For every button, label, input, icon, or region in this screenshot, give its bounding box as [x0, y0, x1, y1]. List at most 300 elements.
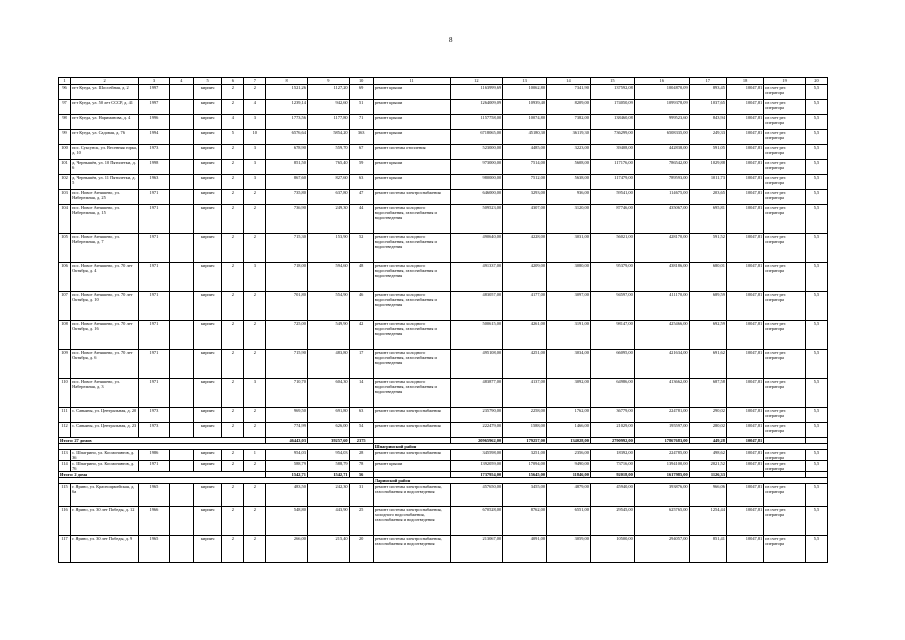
- table-cell: 66095,00: [590, 350, 634, 379]
- table-cell: 10047,81: [726, 130, 763, 145]
- table-cell: 96: [59, 85, 71, 100]
- table-cell: 765,40: [307, 160, 349, 175]
- table-cell: 213067,00: [450, 536, 503, 563]
- table-cell: 10047,81: [726, 175, 763, 190]
- table-cell: 691,62: [689, 350, 726, 379]
- table-cell: 1998: [139, 160, 170, 175]
- register-table: [58, 77, 828, 563]
- table-cell: 3: [244, 145, 266, 160]
- table-cell: 48: [349, 263, 373, 292]
- table-cell: [169, 507, 193, 536]
- table-cell: 1029,88: [689, 160, 726, 175]
- table-cell: 2: [244, 507, 266, 536]
- table-cell: 893,45: [689, 85, 726, 100]
- table-row: [59, 175, 828, 190]
- table-cell: [169, 115, 193, 130]
- table-cell: 101: [59, 160, 71, 175]
- table-cell: [169, 450, 193, 461]
- table-cell: 10047,81: [726, 536, 763, 563]
- header-cell: 16: [634, 78, 689, 85]
- table-cell: 4177,00: [503, 292, 547, 321]
- table-cell: 5,5: [805, 190, 827, 205]
- table-cell: 851,50: [266, 160, 308, 175]
- total-cell: 1542,71: [307, 472, 349, 478]
- table-cell: 5,5: [805, 205, 827, 234]
- table-cell: 100: [59, 145, 71, 160]
- table-cell: 87746,00: [590, 205, 634, 234]
- header-cell: 17: [689, 78, 726, 85]
- table-cell: кирпич: [193, 115, 222, 130]
- table-cell: 500615,00: [450, 321, 503, 350]
- table-cell: 20: [349, 536, 373, 563]
- table-cell: 588,79: [307, 461, 349, 472]
- table-cell: 1521,26: [266, 85, 308, 100]
- table-cell: 2: [222, 484, 244, 507]
- table-cell: 5,5: [805, 234, 827, 263]
- table-cell: 5854,20: [307, 130, 349, 145]
- table-cell: пос. Новое Атняшево, ул. 70 лет Октября, д. 10: [71, 292, 139, 321]
- total-label: Итого: 27 домов: [59, 438, 266, 444]
- table-cell: [169, 536, 193, 563]
- table-cell: с. Савьяны, ул. Центральная, д. 23: [71, 423, 139, 438]
- table-cell: 10047,81: [726, 461, 763, 472]
- table-cell: 435067,00: [634, 205, 689, 234]
- table-cell: 242,30: [307, 484, 349, 507]
- table-cell: 5,5: [805, 175, 827, 190]
- table-cell: 4228,00: [503, 234, 547, 263]
- table-cell: из счет рег. оператора: [764, 85, 806, 100]
- table-cell: [169, 484, 193, 507]
- table-cell: 235790,00: [450, 408, 503, 423]
- table-cell: 3223,00: [547, 145, 591, 160]
- table-cell: 942,60: [307, 100, 349, 115]
- table-cell: 10939,40: [503, 100, 547, 115]
- table-cell: 5,5: [805, 100, 827, 115]
- table-cell: 10047,81: [726, 160, 763, 175]
- table-cell: 4879,00: [547, 484, 591, 507]
- table-cell: 215,40: [307, 536, 349, 563]
- table-cell: 21029,00: [590, 423, 634, 438]
- table-cell: 1971: [139, 263, 170, 292]
- table-cell: 1963: [139, 175, 170, 190]
- table-cell: [169, 190, 193, 205]
- table-cell: кирпич: [193, 461, 222, 472]
- table-cell: [169, 321, 193, 350]
- table-cell: 10047,81: [726, 190, 763, 205]
- table-cell: ремонт системы электроснабжения, холодного водоснабжения, газоснабжения и водоотведения: [373, 507, 450, 536]
- table-cell: кирпич: [193, 484, 222, 507]
- table-cell: 2: [244, 205, 266, 234]
- table-cell: 42: [349, 321, 373, 350]
- table-cell: ремонт системы электроснабжения: [373, 450, 450, 461]
- table-cell: кирпич: [193, 423, 222, 438]
- table-cell: 1997: [139, 85, 170, 100]
- table-cell: 498,62: [689, 450, 726, 461]
- table-cell: 591,52: [689, 234, 726, 263]
- table-cell: 954,03: [307, 450, 349, 461]
- table-cell: кирпич: [193, 292, 222, 321]
- page-number: 8: [449, 36, 453, 44]
- table-cell: 2: [222, 100, 244, 115]
- table-cell: ремонт системы электроснабжения: [373, 408, 450, 423]
- table-cell: 5,5: [805, 321, 827, 350]
- table-cell: 411170,00: [634, 292, 689, 321]
- table-cell: 2: [222, 160, 244, 175]
- table-cell: г. Ярино, ул. 30 лет Победы, д. 12: [71, 507, 139, 536]
- table-cell: ремонт системы электроснабжения, газоснабжения и водоотведения: [373, 536, 450, 563]
- table-cell: 1971: [139, 190, 170, 205]
- table-cell: 2: [222, 190, 244, 205]
- table-cell: 5,5: [805, 423, 827, 438]
- table-cell: из счет рег. оператора: [764, 461, 806, 472]
- table-cell: 1394100,00: [634, 461, 689, 472]
- table-cell: 10047,81: [726, 484, 763, 507]
- table-cell: 10047,81: [726, 205, 763, 234]
- table-cell: из счет рег. оператора: [764, 160, 806, 175]
- table-cell: 3034,00: [547, 350, 591, 379]
- table-cell: пос. Новое Атняшево, ул. Набережная, д. 25: [71, 190, 139, 205]
- table-cell: 10047,81: [726, 292, 763, 321]
- table-cell: 428170,00: [634, 234, 689, 263]
- table-cell: [169, 263, 193, 292]
- table-cell: из счет рег. оператора: [764, 507, 806, 536]
- table-cell: 969,50: [266, 408, 308, 423]
- total-cell: 449,28: [689, 438, 726, 444]
- district-name: Шпагринский район: [373, 444, 827, 450]
- table-cell: 7512,00: [503, 175, 547, 190]
- table-cell: 107: [59, 292, 71, 321]
- table-cell: 108: [59, 321, 71, 350]
- table-cell: 203,65: [689, 190, 726, 205]
- table-cell: 54: [349, 423, 373, 438]
- table-row: [59, 145, 828, 160]
- table-cell: 10047,81: [726, 100, 763, 115]
- table-cell: 2: [222, 175, 244, 190]
- table-cell: 17: [349, 350, 373, 379]
- table-cell: пос. Новое Атняшево, ул. Набережная, д. 15: [71, 205, 139, 234]
- table-cell: из счет рег. оператора: [764, 536, 806, 563]
- table-cell: 443,90: [307, 507, 349, 536]
- table-cell: 36119,30: [547, 130, 591, 145]
- table-cell: 106: [59, 263, 71, 292]
- table-cell: 98: [59, 115, 71, 130]
- table-cell: 2: [222, 234, 244, 263]
- table-cell: [169, 379, 193, 408]
- table-cell: 1177,80: [307, 115, 349, 130]
- table-row: [59, 263, 828, 292]
- table-cell: 1971: [139, 379, 170, 408]
- table-cell: 39408,00: [590, 145, 634, 160]
- table-cell: из счет рег. оператора: [764, 115, 806, 130]
- table-cell: 2021,52: [689, 461, 726, 472]
- table-cell: 3: [244, 263, 266, 292]
- table-cell: [169, 130, 193, 145]
- table-cell: ремонт крыши: [373, 130, 450, 145]
- header-cell: 10: [349, 78, 373, 85]
- table-cell: ремонт системы электроснабжения, газоснабжения и водоотведения: [373, 484, 450, 507]
- table-cell: 495108,00: [450, 350, 503, 379]
- total-cell: 39257,60: [307, 438, 349, 444]
- table-cell: 2: [244, 85, 266, 100]
- table-cell: 110: [59, 379, 71, 408]
- table-cell: 3191,00: [547, 321, 591, 350]
- table-cell: ремонт крыши: [373, 115, 450, 130]
- table-cell: 5,5: [805, 85, 827, 100]
- table-cell: 2: [222, 408, 244, 423]
- table-cell: 774,99: [266, 423, 308, 438]
- table-cell: 73716,00: [590, 461, 634, 472]
- table-cell: 5,5: [805, 115, 827, 130]
- table-cell: 715,90: [266, 350, 308, 379]
- table-cell: 2: [244, 423, 266, 438]
- table-cell: 5608,00: [547, 160, 591, 175]
- table-cell: 8209,00: [547, 100, 591, 115]
- table-cell: из счет рег. оператора: [764, 145, 806, 160]
- table-cell: 2: [244, 461, 266, 472]
- table-cell: 266,00: [266, 536, 308, 563]
- table-cell: 867,60: [266, 175, 308, 190]
- total-cell: 1542,71: [266, 472, 308, 478]
- table-cell: 1971: [139, 350, 170, 379]
- table-cell: 695,81: [689, 205, 726, 234]
- table-cell: 1037,65: [689, 100, 726, 115]
- table-cell: 2: [222, 205, 244, 234]
- table-cell: из счет рег. оператора: [764, 100, 806, 115]
- table-cell: 117176,00: [590, 160, 634, 175]
- table-cell: 438186,00: [634, 263, 689, 292]
- table-cell: 10500,00: [590, 536, 634, 563]
- table-cell: 10047,81: [726, 145, 763, 160]
- table-cell: 195597,00: [634, 423, 689, 438]
- table-cell: 483057,00: [450, 292, 503, 321]
- table-cell: 548,80: [266, 507, 308, 536]
- total-cell: 11846,00: [547, 472, 591, 478]
- table-cell: 99: [59, 130, 71, 145]
- table-cell: 14: [349, 379, 373, 408]
- table-cell: 153,90: [307, 234, 349, 263]
- table-cell: 1588,00: [503, 423, 547, 438]
- table-cell: 4091,00: [503, 536, 547, 563]
- table-cell: 102: [59, 175, 71, 190]
- table-cell: 363: [349, 130, 373, 145]
- table-cell: 7514,00: [503, 160, 547, 175]
- table-cell: 117: [59, 536, 71, 563]
- table-cell: 46: [349, 292, 373, 321]
- table-cell: 413662,00: [634, 379, 689, 408]
- table-row: [59, 408, 828, 423]
- table-cell: кирпич: [193, 190, 222, 205]
- table-cell: 591,05: [689, 145, 726, 160]
- table-cell: 5,5: [805, 350, 827, 379]
- total-cell: 1126,33: [689, 472, 726, 478]
- header-cell: 1: [59, 78, 71, 85]
- total-cell: 17867683,00: [634, 438, 689, 444]
- table-row: [59, 536, 828, 563]
- table-cell: 17094,00: [503, 461, 547, 472]
- table-cell: 5,5: [805, 484, 827, 507]
- table-cell: 936,00: [547, 190, 591, 205]
- table-cell: 1973: [139, 145, 170, 160]
- table-cell: 59: [349, 160, 373, 175]
- table-cell: 294057,00: [634, 536, 689, 563]
- table-cell: 116: [59, 507, 71, 536]
- table-cell: 2: [222, 379, 244, 408]
- table-cell: 1973: [139, 408, 170, 423]
- table-cell: 28: [349, 450, 373, 461]
- register-table-body: [59, 78, 828, 563]
- table-cell: 114: [59, 461, 71, 472]
- table-cell: 25: [349, 507, 373, 536]
- table-cell: 646000,00: [450, 190, 503, 205]
- table-cell: из счет рег. оператора: [764, 408, 806, 423]
- total-cell: 20965962,00: [450, 438, 503, 444]
- table-cell: [169, 461, 193, 472]
- table-cell: из счет рег. оператора: [764, 205, 806, 234]
- district-name: Ларинский район: [373, 478, 827, 484]
- table-cell: 1986: [139, 450, 170, 461]
- table-cell: 10047,81: [726, 350, 763, 379]
- table-cell: [169, 100, 193, 115]
- table-cell: 736299,00: [590, 130, 634, 145]
- table-cell: 98147,00: [590, 321, 634, 350]
- table-cell: 2: [222, 536, 244, 563]
- table-cell: 111: [59, 408, 71, 423]
- table-cell: 718,00: [266, 263, 308, 292]
- table-cell: 490640,00: [450, 234, 503, 263]
- table-cell: 137592,08: [590, 85, 634, 100]
- table-cell: 1994: [139, 130, 170, 145]
- table-cell: ремонт системы электроснабжения: [373, 190, 450, 205]
- table-cell: из счет рег. оператора: [764, 350, 806, 379]
- table-cell: кирпич: [193, 536, 222, 563]
- table-cell: 1004870,09: [634, 85, 689, 100]
- total-label: Итого: 2 дома: [59, 472, 266, 478]
- table-cell: 94597,00: [590, 292, 634, 321]
- total-cell: 15645,00: [503, 472, 547, 478]
- table-cell: ремонт системы холодного водоснабжения, газоснабжения и водоотведения: [373, 263, 450, 292]
- table-cell: из счет рег. оператора: [764, 423, 806, 438]
- total-cell: 1737954,00: [450, 472, 503, 478]
- table-cell: 2: [222, 423, 244, 438]
- table-cell: 47: [349, 190, 373, 205]
- table-cell: 59541,00: [590, 190, 634, 205]
- table-cell: пос. Новое Атняшево, ул. 70 лет Октября, д. 6: [71, 350, 139, 379]
- table-cell: 67: [349, 145, 373, 160]
- table-cell: с. Шпагрино, ул. Космонавтов, д. 36: [71, 450, 139, 461]
- table-cell: 3455,00: [503, 484, 547, 507]
- table-cell: 103: [59, 190, 71, 205]
- table-cell: 1157758,00: [450, 115, 503, 130]
- table-cell: 2: [222, 350, 244, 379]
- table-cell: 973000,00: [450, 160, 503, 175]
- table-cell: г. Ярино, ул. 30 лет Победы, д. 9: [71, 536, 139, 563]
- table-cell: пос. Новое Атняшево, ул. 70 лет Октября, д. 16: [71, 321, 139, 350]
- table-cell: 559,70: [307, 145, 349, 160]
- table-cell: 393876,00: [634, 484, 689, 507]
- table-cell: 249,33: [689, 130, 726, 145]
- table-cell: 1971: [139, 292, 170, 321]
- table-cell: 1966: [139, 507, 170, 536]
- total-cell: 46443,03: [266, 438, 308, 444]
- table-cell: из счет рег. оператора: [764, 234, 806, 263]
- table-cell: из счет рег. оператора: [764, 484, 806, 507]
- header-cell: 3: [139, 78, 170, 85]
- table-row: [59, 484, 828, 507]
- table-cell: 687,58: [689, 379, 726, 408]
- table-cell: 966,06: [689, 484, 726, 507]
- table-cell: 5,5: [805, 536, 827, 563]
- table-cell: 736,90: [266, 205, 308, 234]
- table-cell: 1965: [139, 484, 170, 507]
- table-cell: 710,70: [266, 379, 308, 408]
- header-cell: 7: [244, 78, 266, 85]
- table-cell: 5,5: [805, 461, 827, 472]
- table-cell: 2: [244, 350, 266, 379]
- table-cell: 491337,00: [450, 263, 503, 292]
- table-cell: 64986,00: [590, 379, 634, 408]
- table-cell: 2: [222, 321, 244, 350]
- table-cell: г. Ярино, ул. Красноармейская, д. 6а: [71, 484, 139, 507]
- table-cell: кирпич: [193, 234, 222, 263]
- table-cell: кирпич: [193, 507, 222, 536]
- table-cell: 10047,81: [726, 321, 763, 350]
- table-cell: 483,50: [266, 484, 308, 507]
- table-cell: ремонт крыши: [373, 461, 450, 472]
- table-cell: 31: [349, 484, 373, 507]
- table-row: [59, 130, 828, 145]
- table-cell: 56021,00: [590, 234, 634, 263]
- table-cell: кирпич: [193, 450, 222, 461]
- table-cell: ремонт крыши: [373, 175, 450, 190]
- table-cell: 4: [222, 115, 244, 130]
- table-cell: 4261,00: [503, 321, 547, 350]
- table-cell: 701,80: [266, 292, 308, 321]
- table-cell: кирпич: [193, 85, 222, 100]
- table-cell: 10062,80: [503, 85, 547, 100]
- table-cell: 36779,00: [590, 408, 634, 423]
- table-cell: [169, 423, 193, 438]
- table-cell: [169, 292, 193, 321]
- table-cell: 509523,00: [450, 205, 503, 234]
- table-row: [59, 350, 828, 379]
- table-cell: 9490,00: [547, 461, 591, 472]
- header-row: [59, 78, 828, 85]
- table-row: [59, 190, 828, 205]
- header-cell: 8: [266, 78, 308, 85]
- table-cell: 483877,00: [450, 379, 503, 408]
- table-cell: 52: [349, 234, 373, 263]
- table-cell: 1163999,69: [450, 85, 503, 100]
- table-cell: 114675,00: [634, 190, 689, 205]
- table-cell: 554,90: [307, 292, 349, 321]
- table-cell: кирпич: [193, 160, 222, 175]
- table-cell: 3120,00: [547, 205, 591, 234]
- table-cell: пос. Новое Атняшево, ул. 70 лет Октября, д. 4: [71, 263, 139, 292]
- table-cell: пгт Куеда, ул. Нариманова, д. 4: [71, 115, 139, 130]
- table-cell: кирпич: [193, 350, 222, 379]
- table-cell: 2: [244, 292, 266, 321]
- table-cell: из счет рег. оператора: [764, 292, 806, 321]
- table-cell: 4209,00: [503, 263, 547, 292]
- table-cell: 2: [222, 263, 244, 292]
- table-cell: 10047,81: [726, 507, 763, 536]
- table-cell: 18392,00: [590, 450, 634, 461]
- table-cell: 1239,14: [266, 100, 308, 115]
- table-cell: 3: [244, 160, 266, 175]
- table-cell: кирпич: [193, 100, 222, 115]
- table-cell: 5,5: [805, 507, 827, 536]
- table-cell: 604,30: [307, 379, 349, 408]
